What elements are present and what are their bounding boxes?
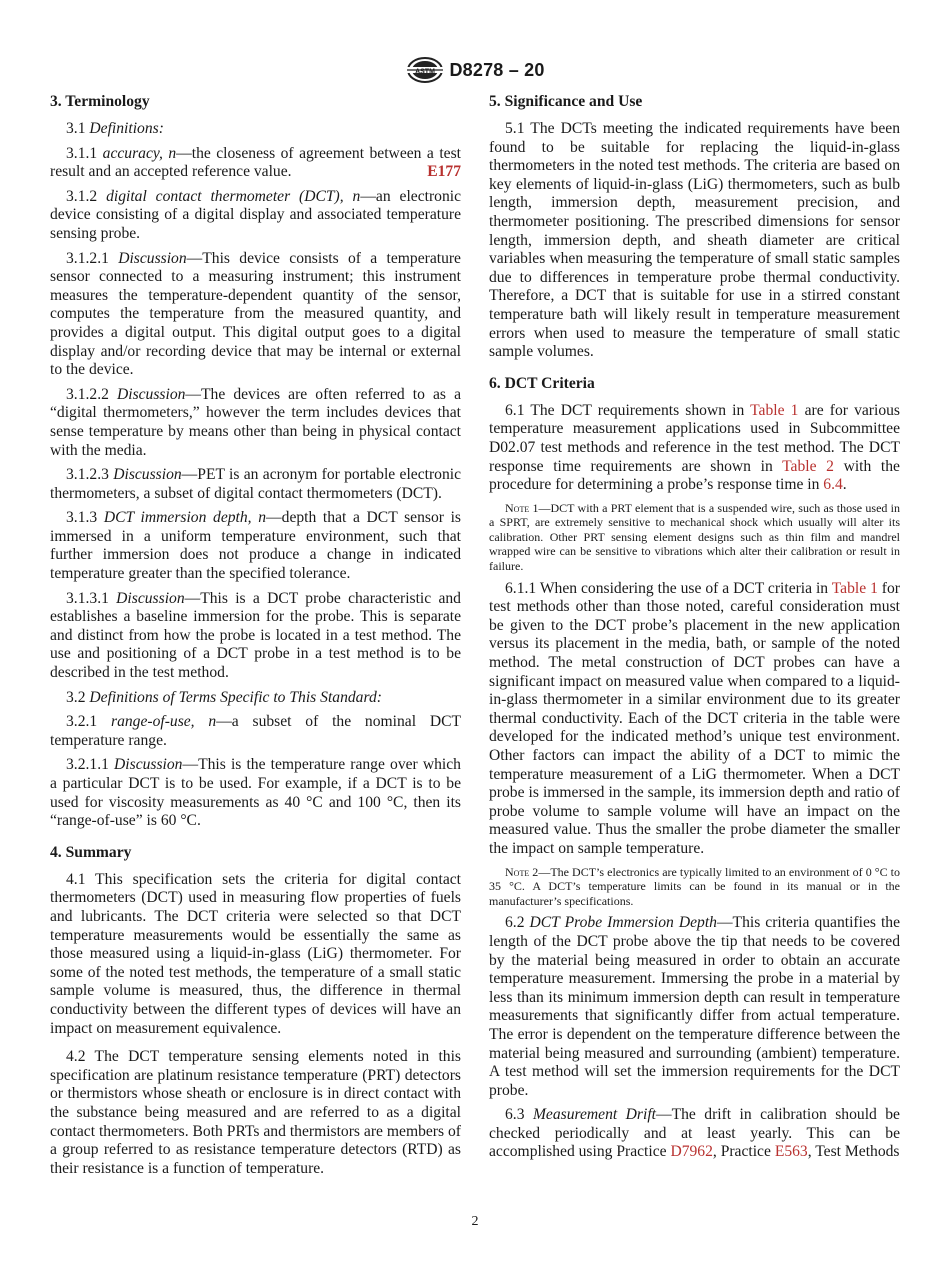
- paragraph: 6.1 The DCT requirements shown in Table 1 are for various temperature measurement applications used in Subcommittee D02.07 test methods and reference in the test method. The DCT response time requirements are shown in Table 2 with the procedure for determining a probe’s response time in 6.4.: [489, 401, 900, 494]
- paragraph: 6.3 Measurement Drift—The drift in calibration should be checked periodically and at least yearly. This can be accomplished using Practice D7962, Practice E563, Test Methods: [489, 1106, 900, 1161]
- paragraph: 3.1.3.1 Discussion—This is a DCT probe characteristic and establishes a baseline immersion for the probe. This is separate and distinct from how the probe is located in a test method. The use and positioning of a DCT probe in a test method is to be described in the test method.: [50, 589, 461, 682]
- section-heading: 5. Significance and Use: [489, 93, 643, 110]
- section-6-4-link[interactable]: 6.4: [823, 476, 843, 494]
- paragraph: 6.2 DCT Probe Immersion Depth—This criteria quantifies the length of the DCT probe above the tip that needs to be covered by the material being measured in order to obtain an accurate temperature measurement. Immersing the probe in a material by less than its minimum immersion depth can result in temperature measurements that significantly differ from actual temperature. The error is dependent on the temperature difference between the material being measured and surrounding (ambient) temperature. A test method will set the immersion requirements for the DCT probe.: [489, 914, 900, 1099]
- astm-logo-icon: [405, 56, 445, 84]
- svg-text:ASTM: ASTM: [415, 68, 436, 76]
- paragraph: 6.1.1 When considering the use of a DCT criteria in Table 1 for test methods other than those noted, careful consideration must be given to the DCT probe’s placement in the new application versus its placement in the media, bath, or sample of the noted method. The metal construction of DCT probes can have a significant impact on measured value when compared to a liquid-in-glass thermometer in a similar environment due to its greater thermal conductivity. Each of the DCT criteria in the table were developed for the indicated method’s unique test environment. Other factors can impact the ability of a DCT to mimic the temperature measurement of a LiG thermometer. When a DCT probe is immersed in the sample, its immersion depth and ratio of probe volume to sample volume will have an impact on the measured value. Thus the smaller the probe diameter the smaller the impact on sample temperature.: [489, 579, 900, 857]
- page-header: [0, 56, 950, 84]
- paragraph: 3.1.1 accuracy, n—the closeness of agreement between a test result and an accepted reference value. E177: [50, 144, 461, 181]
- note: Note 2—The DCT’s electronics are typically limited to an environment of 0 °C to 35 °C. A DCT’s temperature limits can be found in its manual or in the manufacturer’s specifications.: [489, 864, 901, 908]
- d7962-link[interactable]: D7962: [670, 1143, 713, 1161]
- paragraph: 3.1.2.1 Discussion—This device consists of a temperature sensor connected to a measuring instrument; this instrument measures the temperature-dependent quantity of the sensor, computes the temperature from the measured quantity, and provides a digital output. This digital output goes to a digital display and/or recording device that may be internal or external to the device.: [50, 249, 461, 379]
- standard-designation: D8278 – 20: [449, 59, 545, 80]
- table-2-link[interactable]: Table 2: [782, 457, 834, 475]
- paragraph: 3.2.1.1 Discussion—This is the temperature range over which a particular DCT is to be used. For example, if a DCT is to be used for viscosity measurements as 40 °C and 100 °C, then its “range-of-use” is 60 °C.: [50, 756, 461, 830]
- reference-link[interactable]: E177: [427, 163, 461, 181]
- paragraph: 3.1.2.3 Discussion—PET is an acronym for portable electronic thermometers, a subset of digital contact thermometers (DCT).: [50, 466, 462, 502]
- paragraph: 4.2 The DCT temperature sensing elements noted in this specification are platinum resistance temperature (PRT) detectors or thermistors whose sheath or enclosure is in direct contact with the substance being measured and are referred to as a digital contact thermometers. Both PRTs and thermistors are members of a group referred to as resistance temperature detectors (RTD) as their resistance is a function of temperature.: [50, 1048, 461, 1177]
- paragraph: 3.2.1 range-of-use, n—a subset of the nominal DCT temperature range.: [50, 713, 462, 749]
- table-1-link[interactable]: Table 1: [831, 579, 878, 597]
- section-heading: 4. Summary: [50, 843, 132, 861]
- left-column: [50, 92, 461, 1184]
- page-number: 2: [471, 1214, 479, 1229]
- paragraph: 3.1.2.2 Discussion—The devices are often referred to as a “digital thermometers,” however the term includes devices that sense temperature by means other than being in physical contact with the media.: [50, 385, 461, 459]
- paragraph: 5.1 The DCTs meeting the indicated requirements have been found to be suitable for replacing the liquid-in-glass thermometers in the noted test methods. The criteria are based on key elements of liquid-in-glass (LiG) thermometers, such as bulb length, immersion depth, measurement precision, and thermometer positioning. The prescribed dimensions for sensor length, immersion depth, and sheath diameter are critical variables when measuring the temperature of small static samples due to differences in temperature probe thermal conductivity. Therefore, a DCT that is suitable for use in a stirred constant temperature bath will likely result in temperature measurement errors when used to measure the temperature of small static sample volumes.: [489, 120, 900, 361]
- paragraph: 3.1 Definitions:: [66, 120, 164, 137]
- right-column: [489, 92, 900, 1168]
- section-heading: 6. DCT Criteria: [489, 374, 595, 392]
- e563-link[interactable]: E563: [774, 1143, 808, 1161]
- paragraph: 3.2 Definitions of Terms Specific to This Standard:: [66, 688, 382, 706]
- paragraph: 3.1.3 DCT immersion depth, n—depth that a DCT sensor is immersed in a uniform temperature environment, such that further immersion does not produce a change in indicated temperature greater than the specified tolerance.: [50, 509, 462, 583]
- section-heading: 3. Terminology: [50, 93, 150, 110]
- paragraph: 3.1.2 digital contact thermometer (DCT), n—an electronic device consisting of a digital display and associated temperature sensing probe.: [50, 187, 461, 242]
- note: Note 1—DCT with a PRT element that is a suspended wire, such as those used in a SPRT, are extremely sensitive to mechanical shock which usually will alter its calibration. Other PRT sensing element designs such as thin film and mandrel wrapped wire can be sensitive to vibrations which alter their calibration or result in failure.: [489, 500, 900, 574]
- table-1-link[interactable]: Table 1: [750, 401, 799, 419]
- paragraph: 4.1 This specification sets the criteria for digital contact thermometers (DCT) used in measuring flow properties of fuels and lubricants. The DCT criteria were selected so that DCT temperature measurements would be essentially the same as those measured using a liquid-in-glass (LiG) thermometer. For some of the noted test methods, the temperature of a small static sample volume is measured, thus, the difference in thermal conductivity between the different types of devices will have an impact on measurement equivalence.: [50, 870, 461, 1037]
